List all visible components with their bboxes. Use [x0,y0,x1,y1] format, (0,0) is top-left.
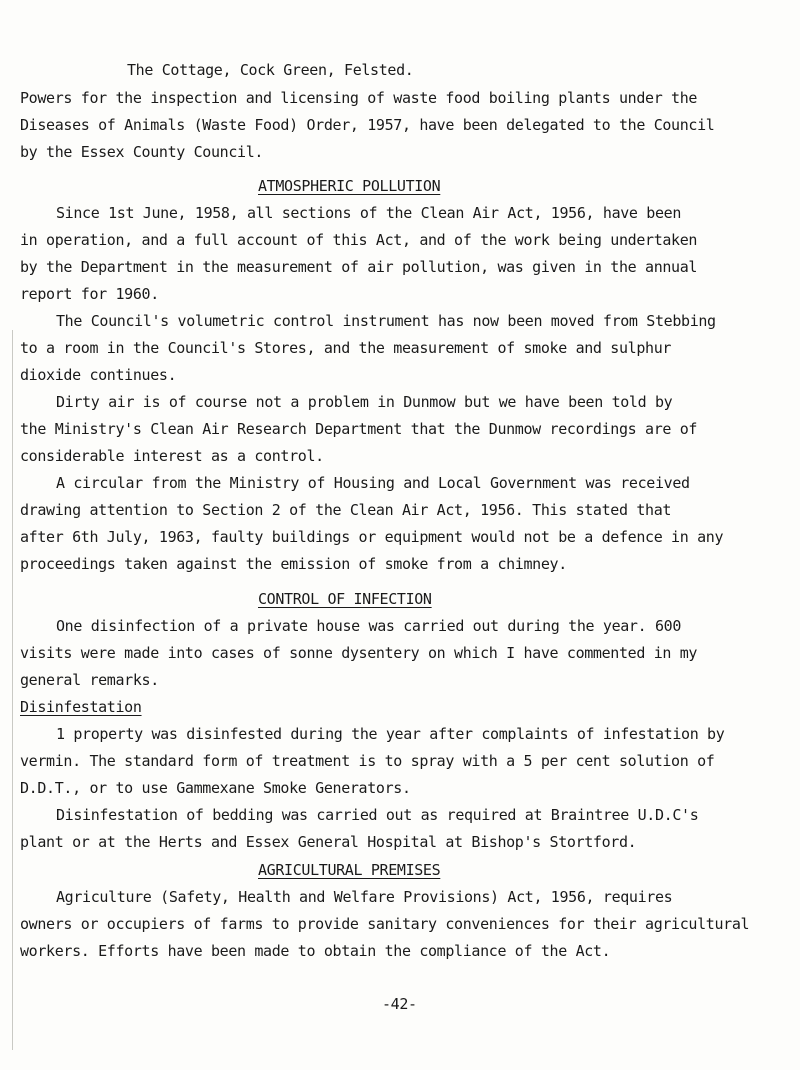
infection-line-3: general remarks. [20,671,159,689]
atmospheric-line-9: the Ministry's Clean Air Research Department that the Dunmow recordings are of [20,420,698,438]
atmospheric-line-6: to a room in the Council's Stores, and the measurement of smoke and sulphur [20,339,672,357]
atmospheric-line-1: Since 1st June, 1958, all sections of the Clean Air Act, 1956, have been [56,204,682,222]
page-number: -42- [382,995,417,1013]
atmospheric-line-7: dioxide continues. [20,366,177,384]
agricultural-premises-heading: AGRICULTURAL PREMISES [258,861,441,879]
intro-line-3: Diseases of Animals (Waste Food) Order, 1957, have been delegated to the Council [20,116,715,134]
atmospheric-line-13: after 6th July, 1963, faulty buildings or equipment would not be a defence in any [20,528,724,546]
atmospheric-line-5: The Council's volumetric control instrument has now been moved from Stebbing [56,312,716,330]
atmospheric-line-8: Dirty air is of course not a problem in Dunmow but we have been told by [56,393,673,411]
atmospheric-line-3: by the Department in the measurement of air pollution, was given in the annual [20,258,698,276]
intro-line-1: The Cottage, Cock Green, Felsted. [127,61,414,79]
agricultural-line-2: owners or occupiers of farms to provide sanitary conveniences for their agricultural [20,915,750,933]
disinfestation-line-1: 1 property was disinfested during the year after complaints of infestation by [56,725,725,743]
control-of-infection-heading: CONTROL OF INFECTION [258,590,432,608]
atmospheric-line-10: considerable interest as a control. [20,447,324,465]
infection-line-2: visits were made into cases of sonne dysentery on which I have commented in my [20,644,698,662]
disinfestation-line-4: Disinfestation of bedding was carried out as required at Braintree U.D.C's [56,806,699,824]
atmospheric-pollution-heading: ATMOSPHERIC POLLUTION [258,177,441,195]
atmospheric-line-11: A circular from the Ministry of Housing and Local Government was received [56,474,690,492]
disinfestation-line-5: plant or at the Herts and Essex General Hospital at Bishop's Stortford. [20,833,637,851]
atmospheric-line-14: proceedings taken against the emission of smoke from a chimney. [20,555,567,573]
atmospheric-line-12: drawing attention to Section 2 of the Clean Air Act, 1956. This stated that [20,501,672,519]
agricultural-line-3: workers. Efforts have been made to obtain the compliance of the Act. [20,942,611,960]
intro-line-2: Powers for the inspection and licensing of waste food boiling plants under the [20,89,698,107]
atmospheric-line-4: report for 1960. [20,285,159,303]
left-margin-shadow [12,330,13,1050]
infection-line-1: One disinfection of a private house was carried out during the year. 600 [56,617,682,635]
disinfestation-line-3: D.D.T., or to use Gammexane Smoke Generators. [20,779,411,797]
agricultural-line-1: Agriculture (Safety, Health and Welfare Provisions) Act, 1956, requires [56,888,673,906]
disinfestation-heading: Disinfestation [20,698,142,716]
atmospheric-line-2: in operation, and a full account of this Act, and of the work being undertaken [20,231,698,249]
intro-line-4: by the Essex County Council. [20,143,264,161]
disinfestation-line-2: vermin. The standard form of treatment is to spray with a 5 per cent solution of [20,752,715,770]
